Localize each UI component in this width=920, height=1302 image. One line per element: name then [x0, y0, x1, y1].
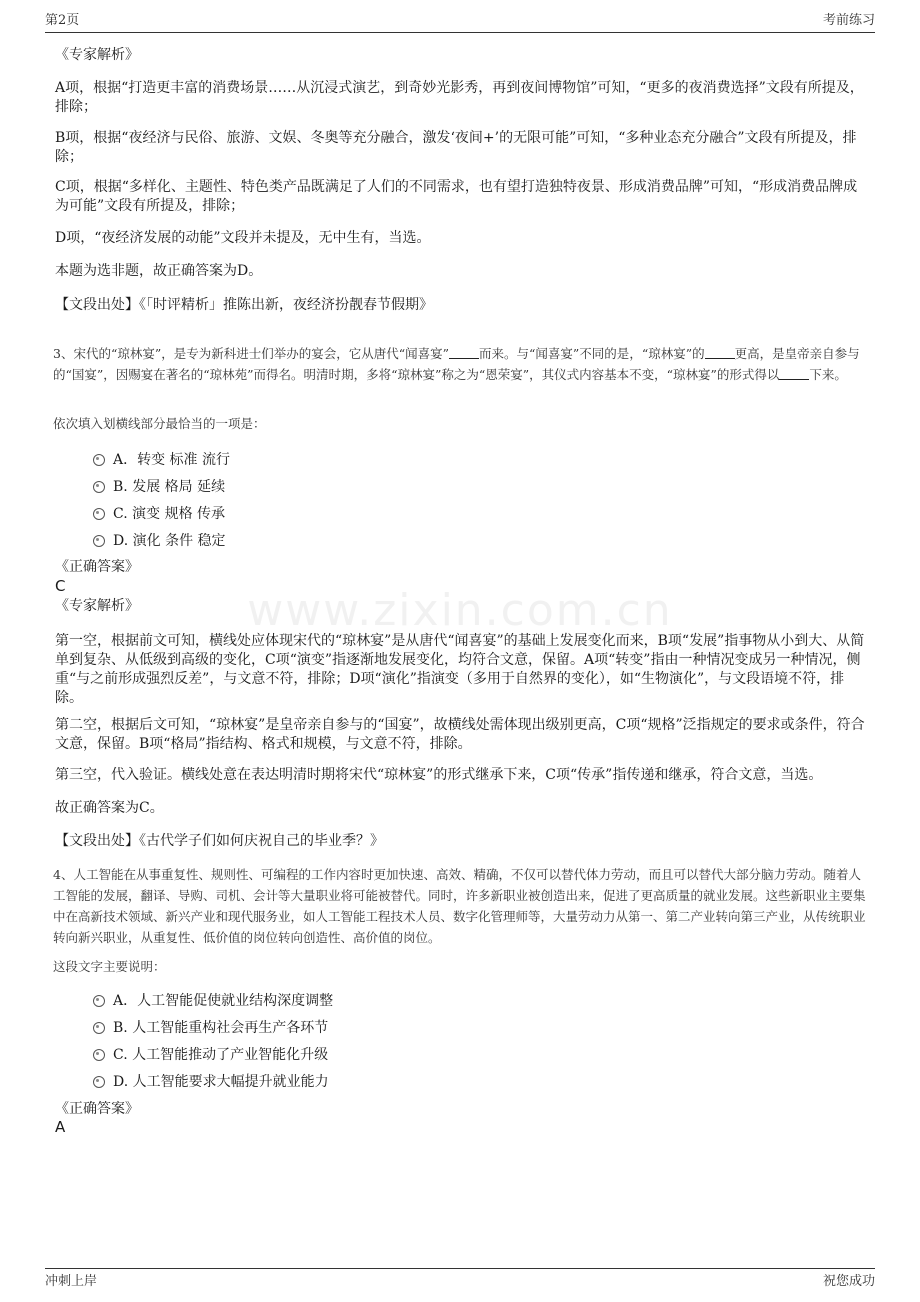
footer-left: 冲刺上岸	[45, 1274, 98, 1289]
option-d[interactable]: D. 演化 条件 稳定	[93, 531, 226, 551]
header-title: 考前练习	[822, 13, 875, 28]
analysis-label: 《专家解析》	[55, 598, 139, 614]
question-prompt: 依次填入划横线部分最恰当的一项是：	[53, 416, 266, 431]
radio-icon[interactable]	[93, 481, 105, 493]
option-c[interactable]: C. 演变 规格 传承	[93, 504, 225, 524]
source-citation: 【文段出处】《「时评精析」推陈出新，夜经济扮靓春节假期》	[55, 297, 433, 313]
watermark: www.zixin.com.cn	[247, 585, 673, 636]
question-stem: 4、人工智能在从事重复性、规则性、可编程的工作内容时更加快速、高效、精确，不仅可以替代体力劳动，而且可以替代大部分脑力劳动。随着人工智能的发展，翻译、导购、司机、会计等大量职业将可能被替代。同时，许多新职业被创造出来，促进了更高质量的就业发展。这些新职业主要集中在高新技术领域、新兴产业和现代服务业，如人工智能工程技术人员、数字化管理师等，大量劳动力从第一、第二产业转向第三产业，从传统职业转向新兴职业，从重复性、低价值的岗位转向创造性、高价值的岗位。	[53, 867, 866, 945]
blank-line	[779, 367, 809, 380]
option-c[interactable]: C. 人工智能推动了产业智能化升级	[93, 1045, 328, 1065]
footer-right: 祝您成功	[822, 1274, 875, 1289]
answer-label: 《正确答案》	[55, 1101, 139, 1117]
radio-icon[interactable]	[93, 454, 105, 466]
option-a[interactable]: A．转变 标准 流行	[93, 450, 230, 470]
page-header	[45, 12, 875, 33]
option-b[interactable]: B. 发展 格局 延续	[93, 477, 225, 497]
analysis-paragraph: B项，根据“夜经济与民俗、旅游、文娱、冬奥等充分融合，激发‘夜间+’的无限可能”可知，“多种业态充分融合”文段有所提及，排除；	[55, 130, 857, 165]
answer-label: 《正确答案》	[55, 559, 139, 575]
radio-icon[interactable]	[93, 535, 105, 547]
question-prompt: 这段文字主要说明：	[53, 959, 166, 974]
radio-icon[interactable]	[93, 1076, 105, 1088]
blank-line	[705, 346, 735, 359]
analysis-paragraph: D项，“夜经济发展的动能”文段并未提及，无中生有，当选。	[55, 230, 431, 246]
blank-line	[449, 346, 479, 359]
page-footer	[45, 1268, 875, 1291]
option-a[interactable]: A．人工智能促使就业结构深度调整	[93, 991, 333, 1011]
analysis-paragraph: C项，根据“多样化、主题性、特色类产品既满足了人们的不同需求，也有望打造独特夜景、形成消费品牌”可知，“形成消费品牌成为可能”文段有所提及，排除；	[55, 179, 858, 214]
option-b[interactable]: B. 人工智能重构社会再生产各环节	[93, 1018, 328, 1038]
option-d[interactable]: D. 人工智能要求大幅提升就业能力	[93, 1072, 329, 1092]
radio-icon[interactable]	[93, 1022, 105, 1034]
conclusion: 本题为选非题，故正确答案为D。	[55, 263, 263, 279]
analysis-paragraph: A项，根据“打造更丰富的消费场景……从沉浸式演艺，到奇妙光影秀，再到夜间博物馆”可知，“更多的夜消费选择”文段有所提及，排除；	[55, 80, 864, 115]
page-number: 第2页	[45, 13, 80, 28]
analysis-paragraph: 第二空，根据后文可知，“琼林宴”是皇帝亲自参与的“国宴”，故横线处需体现出级别更高，C项“规格”泛指规定的要求或条件，符合文意，保留。B项“格局”指结构、格式和规模，与文意不符，排除。	[55, 717, 865, 752]
correct-answer: C	[55, 577, 66, 595]
conclusion: 故正确答案为C。	[55, 800, 164, 816]
analysis-label: 《专家解析》	[55, 47, 139, 63]
analysis-paragraph: 第一空，根据前文可知，横线处应体现宋代的“琼林宴”是从唐代“闻喜宴”的基础上发展变化而来，B项“发展”指事物从小到大、从简单到复杂、从低级到高级的变化，C项“演变”指逐渐地发展变化，均符合文意，保留。A项“转变”指由一种情况变成另一种情况，侧重“与之前形成强烈反差”，与文意不符，排除；D项“演化”指演变（多用于自然界的变化），如“生物演化”，与文段语境不符，排除。	[55, 633, 865, 706]
analysis-paragraph: 第三空，代入验证。横线处意在表达明清时期将宋代“琼林宴”的形式继承下来，C项“传承”指传递和继承，符合文意，当选。	[55, 767, 823, 783]
correct-answer: A	[55, 1118, 66, 1136]
radio-icon[interactable]	[93, 995, 105, 1007]
question-stem: 3、宋代的“琼林宴”，是专为新科进士们举办的宴会，它从唐代“闻喜宴” 而来。与“闻喜宴”不同的是，“琼林宴”的 更高，是皇帝亲自参与的“国宴”，因赐宴在著名的“琼林苑”而得名。明清时期，多将“琼林宴”称之为“恩荣宴”，其仪式内容基本不变，“琼林宴”的形式得以 下来。	[53, 346, 860, 382]
radio-icon[interactable]	[93, 508, 105, 520]
radio-icon[interactable]	[93, 1049, 105, 1061]
source-citation: 【文段出处】《古代学子们如何庆祝自己的毕业季？》	[55, 833, 384, 849]
